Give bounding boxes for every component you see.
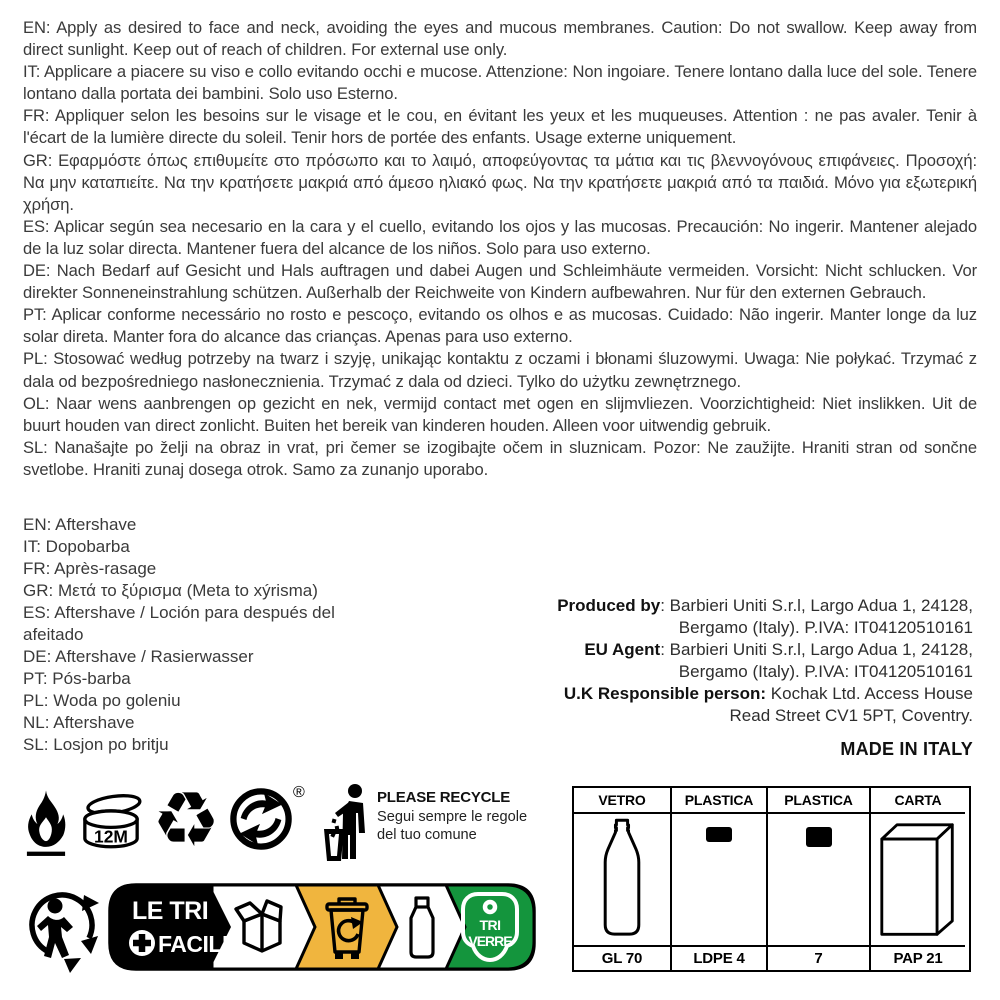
plastic-cap-small-icon <box>706 827 732 842</box>
producer-block <box>525 595 973 727</box>
warning-lang: OL: <box>23 393 57 413</box>
warning-text: Εφαρμόστε όπως επιθυμείτε στο πρόσωπο και το λαιμό, αποφεύγοντας τα μάτια και τις βλεννογόνους επιφάνειες. Προσοχή: Να μην καταπιείτε. Να την κρατήσετε μακριά από άμεσο ηλιακό φως. Να την κρατήσετε μακριά από τα παιδιά. Μόνο για εξωτερική χρήση. <box>23 150 977 214</box>
glass-bottle-icon <box>594 816 650 944</box>
recycle-notice-title: PLEASE RECYCLE <box>377 789 511 806</box>
warnings-block <box>23 17 977 481</box>
product-name: IT: Dopobarba <box>23 537 130 556</box>
producer-line: Produced by: Barbieri Uniti S.r.l, Largo Adua 1, 24128, Bergamo (Italy). P.IVA: IT04120510161 <box>557 596 973 637</box>
product-name: PL: Woda po goleniu <box>23 691 181 710</box>
product-name: FR: Après-rasage <box>23 559 157 578</box>
warning-text: Nanašajte po želji na obraz in vrat, pri čemer se izogibajte očem in sluznicam. Pozor: Ne zaužijte. Hraniti stran od sončne svetlobe. Hraniti zunaj dosega otrok. Samo za zunanjo uporabo. <box>23 437 977 479</box>
plastic-cap-icon <box>806 827 832 847</box>
open-box-icon <box>236 901 281 951</box>
glass-badge-line1: TRI <box>479 917 501 933</box>
material-header: CARTA <box>869 788 965 814</box>
warning-it <box>23 61 977 105</box>
uk-responsible-label: U.K Responsible person: <box>563 684 767 703</box>
warning-de <box>23 260 977 304</box>
warning-text: Applicare a piacere su viso e collo evitando occhi e mucose. Attenzione: Non ingoiare. Tenere lontano dalla luce del sole. Tenere lontano dalla portata dei bambini. Solo uso Esterno. <box>23 62 978 104</box>
warning-lang: PT: <box>23 305 52 325</box>
product-name: DE: Aftershave / Rasierwasser <box>23 647 254 666</box>
warning-lang: PL: <box>23 349 54 369</box>
warning-en <box>23 17 977 61</box>
warning-es <box>23 216 977 260</box>
recycle-notice <box>377 789 527 845</box>
warning-text: Nach Bedarf auf Gesicht und Hals auftragen und dabei Augen und Schleimhäute vermeiden. Vorsicht: Nicht schlucken. Vor direkter Sonneneinstrahlung schützen. Außerhalb der Reichweite von Kindern aufbewahren. Nur für den externen Gebrauch. <box>23 261 978 303</box>
warning-gr <box>23 150 977 216</box>
banner-title-bottom: FACILE <box>158 931 237 957</box>
warning-pl <box>23 348 977 392</box>
warning-lang: IT: <box>23 62 44 82</box>
material-cell-plastic-1 <box>670 814 766 945</box>
product-name: PT: Pós-barba <box>23 669 131 688</box>
warning-fr <box>23 105 977 149</box>
product-name: EN: Aftershave <box>23 515 137 534</box>
warning-text: Naar wens aanbrengen op gezicht en nek, vermijd contact met ogen en slijmvliezen. Voorzichtigheid: Niet inslikken. Uit de buurt houden van direct zonlicht. Buiten het bereik van kinderen houden. Alleen voor uitwendig gebruik. <box>23 393 977 435</box>
warning-text: Stosować według potrzeby na twarz i szyję, unikając kontaktu z oczami i błonami śluzowymi. Uwaga: Nie połykać. Trzymać z dala od bezpośredniego nasłonecznienia. Trzymać z dala od dzieci. Tylko do użytku zewnętrznego. <box>23 349 977 391</box>
material-header: VETRO <box>574 788 670 814</box>
material-code: LDPE 4 <box>670 945 766 970</box>
warning-lang: EN: <box>23 18 57 37</box>
product-names-list <box>23 514 353 756</box>
warning-lang: DE: <box>23 261 57 281</box>
material-header: PLASTICA <box>670 788 766 814</box>
producer-label: Produced by <box>557 596 661 615</box>
pao-12m-icon <box>79 793 143 855</box>
material-cell-plastic-2 <box>766 814 869 945</box>
material-code: GL 70 <box>574 945 670 970</box>
product-name: NL: Aftershave <box>23 713 135 732</box>
warning-text: Aplicar según sea necesario en la cara y el cuello, evitando los ojos y las mucosas. Precaución: No ingerir. Mantener alejado de la luz solar directa. Mantener fuera del alcance de los niños. Solo para uso externo. <box>23 216 977 258</box>
pao-period-label: 12M <box>94 826 128 847</box>
registered-trademark: ® <box>293 784 305 801</box>
glass-badge-line2: VERRE <box>468 933 512 949</box>
recycle-notice-line: Segui sempre le regole <box>377 808 528 825</box>
material-header: PLASTICA <box>766 788 869 814</box>
green-dot-icon <box>230 788 292 850</box>
warning-lang: SL: <box>23 437 55 457</box>
warning-text: Aplicar conforme necessário no rosto e pescoço, evitando os olhos e as mucosas. Cuidado: Não ingerir. Manter longe da luz solar direta. Manter fora do alcance das crianças. Apenas para uso externo. <box>23 305 977 347</box>
carton-box-icon <box>878 819 958 941</box>
warning-lang: ES: <box>23 216 54 236</box>
warning-text: Apply as desired to face and neck, avoiding the eyes and mucous membranes. Caution: Do not swallow. Keep away from direct sunlight. Keep out of reach of children. For external use only. <box>23 18 977 60</box>
warning-sl <box>23 437 977 481</box>
eu-agent-label: EU Agent <box>584 640 661 659</box>
producer-line: EU Agent: Barbieri Uniti S.r.l, Largo Adua 1, 24128, Bergamo (Italy). P.IVA: IT04120510161 <box>584 640 973 681</box>
made-in-italy: MADE IN ITALY <box>840 739 973 759</box>
tidy-man-icon <box>322 783 372 863</box>
sorting-banner <box>108 883 536 971</box>
producer-line: U.K Responsible person: Kochak Ltd. Access House Read Street CV1 5PT, Coventry. <box>563 684 973 725</box>
warning-text: Appliquer selon les besoins sur le visage et le cou, en évitant les yeux et les muqueuses. Attention : ne pas avaler. Tenir à l'écart de la lumière directe du soleil. Tenir hors de portée des enfants. Usage externe uniquement. <box>23 106 978 148</box>
product-name: GR: Μετά το ξύρισμα (Meta to xýrisma) <box>23 581 318 600</box>
warning-nl <box>23 393 977 437</box>
material-cell-glass <box>574 814 670 945</box>
flammable-icon <box>25 788 67 858</box>
product-name: ES: Aftershave / Loción para después del afeitado <box>23 603 335 644</box>
triman-icon <box>28 883 100 975</box>
material-cell-paper <box>869 814 965 945</box>
recycle-notice-line: del tuo comune <box>377 827 477 843</box>
warning-lang: FR: <box>23 106 55 126</box>
warning-pt <box>23 304 977 348</box>
recycling-mobius-icon: ♻ <box>152 775 221 864</box>
warning-lang: GR: <box>23 150 59 170</box>
product-name: SL: Losjon po britju <box>23 735 169 754</box>
materials-table <box>572 786 971 972</box>
material-code: PAP 21 <box>869 945 965 970</box>
material-code: 7 <box>766 945 869 970</box>
banner-title-top: LE TRI <box>132 897 209 925</box>
